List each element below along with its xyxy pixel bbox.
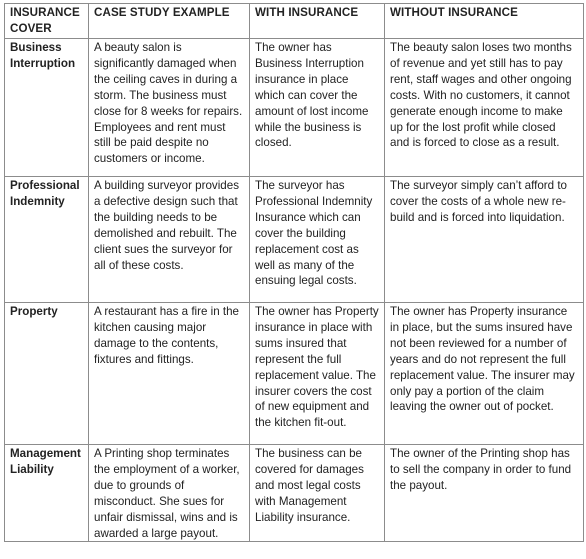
cover-type-cell: Management Liability: [5, 445, 89, 542]
header-without-insurance: WITHOUT INSURANCE: [385, 4, 584, 39]
without-insurance-cell: The surveyor simply can’t afford to cover the costs of a whole new re-build and is forced into liquidation.: [385, 177, 584, 303]
case-study-cell: A building surveyor provides a defective design such that the building needs to be demolished and rebuilt. The client sues the surveyor for all of these costs.: [89, 177, 250, 303]
with-insurance-cell: The business can be covered for damages and most legal costs with Management Liability insurance.: [250, 445, 385, 542]
header-insurance-cover: INSURANCE COVER: [5, 4, 89, 39]
with-insurance-cell: The owner has Business Interruption insurance in place which can cover the amount of lost income while the business is closed.: [250, 39, 385, 177]
table-row: [5, 39, 584, 177]
insurance-comparison-table: [4, 3, 584, 542]
table-row: [5, 445, 584, 542]
header-case-study-example: CASE STUDY EXAMPLE: [89, 4, 250, 39]
table-row: [5, 177, 584, 303]
case-study-cell: A restaurant has a fire in the kitchen causing major damage to the contents, fixtures and fittings.: [89, 303, 250, 445]
without-insurance-cell: The owner of the Printing shop has to sell the company in order to fund the payout.: [385, 445, 584, 542]
without-insurance-cell: The beauty salon loses two months of revenue and yet still has to pay rent, staff wages and other ongoing costs. With no customers, it cannot generate enough income to make up for the lost profit while closed and is forced to close as a result.: [385, 39, 584, 177]
without-insurance-cell: The owner has Property insurance in place, but the sums insured have not been reviewed for a number of years and do not represent the full replacement value. The insurer may only pay a portion of the claim leaving the owner out of pocket.: [385, 303, 584, 445]
case-study-cell: A Printing shop terminates the employment of a worker, due to grounds of misconduct. She sues for unfair dismissal, wins and is awarded a large payout.: [89, 445, 250, 542]
table-row: [5, 303, 584, 445]
with-insurance-cell: The surveyor has Professional Indemnity Insurance which can cover the building replacement cost as well as many of the ensuing legal costs.: [250, 177, 385, 303]
cover-type-cell: Business Interruption: [5, 39, 89, 177]
with-insurance-cell: The owner has Property insurance in place with sums insured that represent the full replacement value. The insurer covers the cost of new equipment and the kitchen fit-out.: [250, 303, 385, 445]
table-header-row: [5, 4, 584, 39]
cover-type-cell: Professional Indemnity: [5, 177, 89, 303]
cover-type-cell: Property: [5, 303, 89, 445]
case-study-cell: A beauty salon is significantly damaged when the ceiling caves in during a storm. The business must close for 8 weeks for repairs. Employees and rent must still be paid despite no customers or income.: [89, 39, 250, 177]
header-with-insurance: WITH INSURANCE: [250, 4, 385, 39]
